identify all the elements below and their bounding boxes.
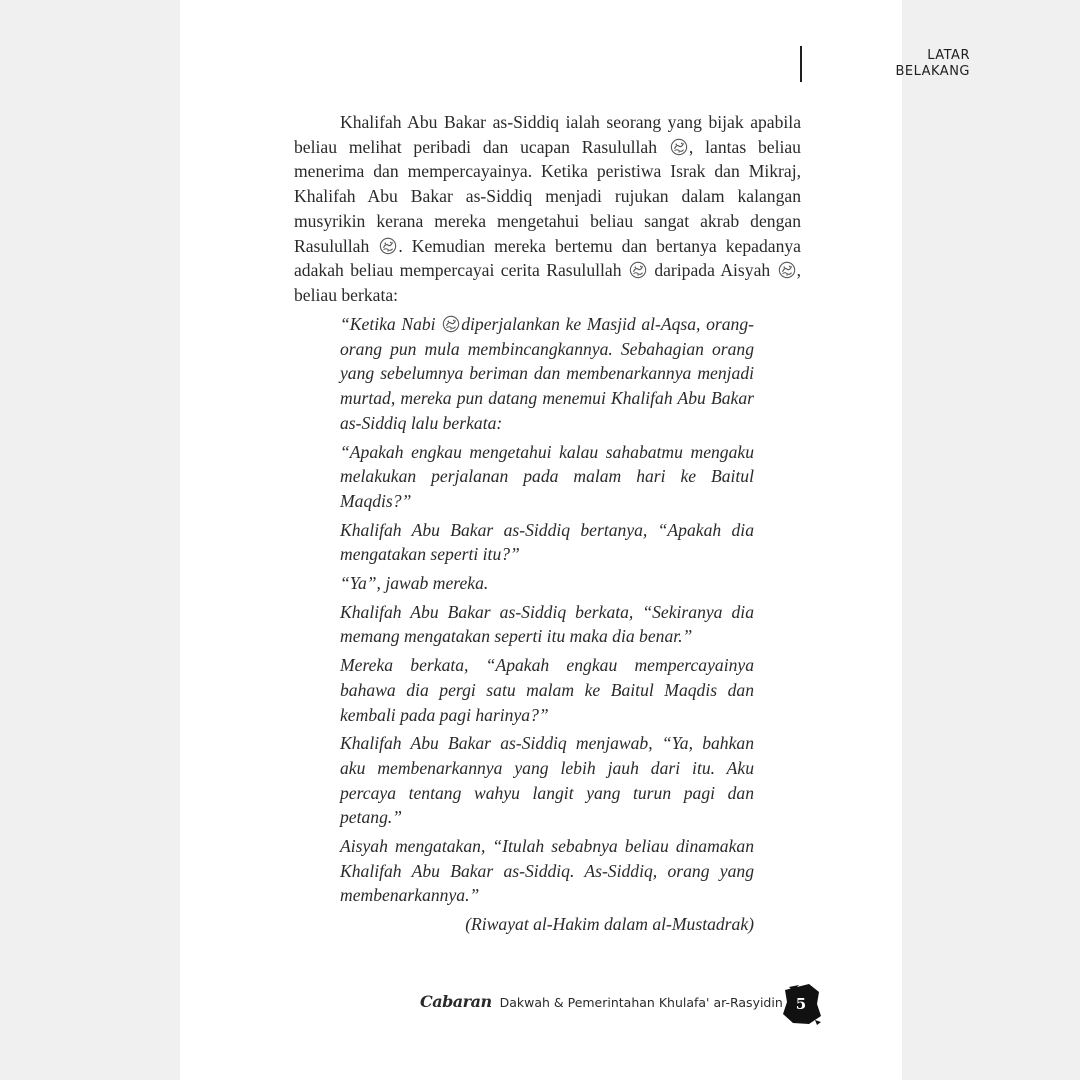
page-number-badge	[779, 982, 823, 1026]
body-text-segment: . Kemudian mereka bertemu dan bertanya kepadanya adakah beliau mempercayai cerita Rasulullah	[294, 235, 801, 281]
quote-paragraph: “Apakah engkau mengetahui kalau sahabatmu mengaku melakukan perjalanan pada malam hari ke Baitul Maqdis?”	[340, 441, 754, 511]
body-text-segment: , beliau berkata:	[294, 260, 801, 305]
quote-source: (Riwayat al-Hakim dalam al-Mustadrak)	[465, 914, 754, 935]
calligraphy-honorific-icon	[670, 138, 688, 156]
hadith-quote	[340, 312, 754, 941]
section-label-line2: BELAKANG	[895, 64, 970, 79]
section-label	[895, 48, 970, 80]
quote-paragraph: Mereka berkata, “Apakah engkau mempercayainya bahawa dia pergi satu malam ke Baitul Maqdis dan kembali pada pagi harinya?”	[340, 655, 754, 725]
quote-paragraph: Khalifah Abu Bakar as-Siddiq berkata, “Sekiranya dia memang mengatakan seperti itu maka dia benar.”	[340, 601, 754, 647]
quote-paragraph: Khalifah Abu Bakar as-Siddiq bertanya, “Apakah dia mengatakan seperti itu?”	[340, 519, 754, 565]
quote-text-segment: diperjalankan ke Masjid al-Aqsa, orang-orang pun mula membincangkannya. Sebahagian orang yang sebelumnya beriman dan membenarkannya menjadi murtad, mereka pun datang menemui Khalifah Abu Bakar as-Siddiq lalu berkata:	[340, 314, 754, 433]
quote-paragraph: “Ya”, jawab mereka.	[340, 573, 489, 594]
quote-paragraph: Aisyah mengatakan, “Itulah sebabnya beliau dinamakan Khalifah Abu Bakar as-Siddiq. As-Siddiq, orang yang membenarkannya.”	[340, 836, 754, 906]
body-text-segment: , lantas beliau menerima dan mempercayainya. Ketika peristiwa Israk dan Mikraj, Khalifah Abu Bakar as-Siddiq menjadi rujukan dalam kalangan musyrikin kerana mereka mengetahui beliau sangat akrab dengan Rasulullah	[294, 136, 801, 256]
footer-book-title: Dakwah & Pemerintahan Khulafa' ar-Rasyidin	[499, 995, 783, 1010]
quote-text-segment: “Ketika Nabi	[340, 314, 436, 334]
quote-paragraph: Khalifah Abu Bakar as-Siddiq menjawab, “Ya, bahkan aku membenarkannya yang lebih jauh dari itu. Aku percaya tentang wahyu langit yang turun pagi dan petang.”	[340, 733, 754, 828]
body-text-segment: Khalifah Abu Bakar as-Siddiq ialah seorang yang bijak apabila beliau melihat peribadi dan ucapan Rasulullah	[294, 112, 801, 157]
section-divider	[800, 46, 802, 82]
calligraphy-honorific-icon	[442, 315, 460, 333]
calligraphy-honorific-icon	[379, 237, 397, 255]
calligraphy-honorific-icon	[629, 261, 647, 279]
section-label-line1: LATAR	[927, 48, 970, 63]
quote-paragraph	[340, 312, 754, 436]
body-paragraph	[294, 110, 801, 308]
page-footer	[420, 992, 783, 1011]
calligraphy-honorific-icon	[778, 261, 796, 279]
body-text	[294, 110, 801, 308]
page-number: 5	[795, 995, 807, 1013]
footer-brand: Cabaran	[420, 992, 492, 1011]
body-text-segment: daripada Aisyah	[647, 260, 771, 281]
